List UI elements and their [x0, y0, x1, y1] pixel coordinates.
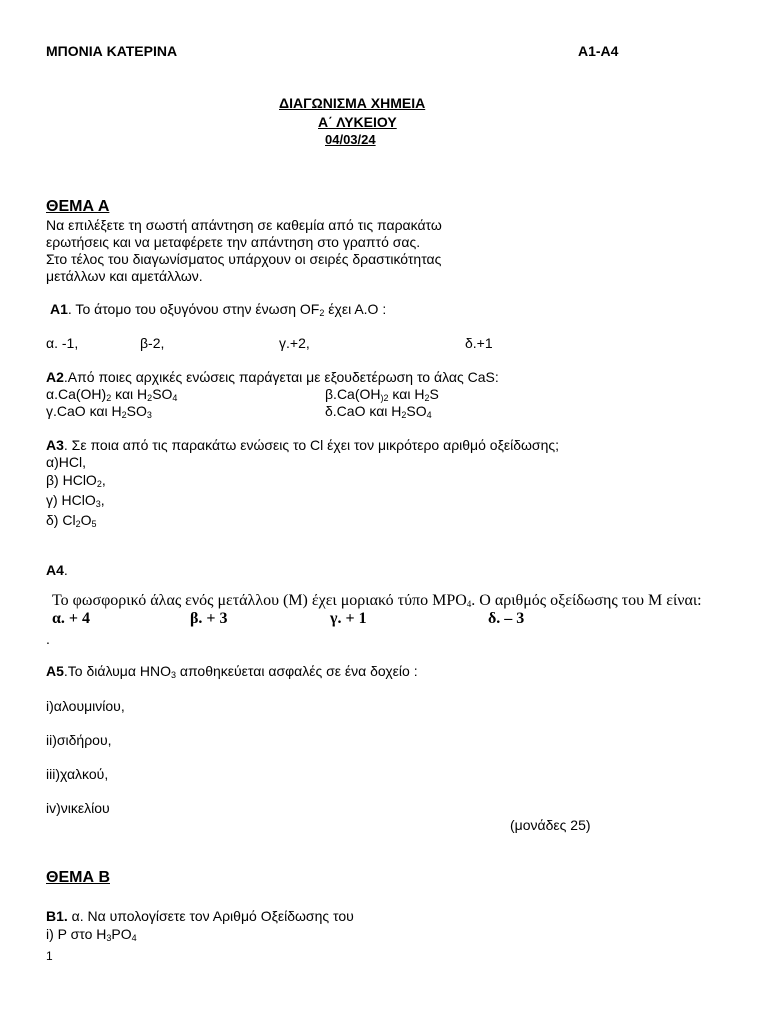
subscript: 4	[131, 933, 137, 943]
a1-option-c: γ.+2,	[279, 335, 310, 351]
a2-option-b	[325, 386, 439, 402]
a1-option-d: δ.+1	[465, 335, 493, 351]
question-label: Α5	[46, 663, 64, 679]
option-text: και H	[111, 386, 148, 402]
a3-option-a: α)HCl,	[46, 454, 86, 470]
subscript: 2	[424, 393, 430, 403]
question-a1	[50, 301, 386, 317]
a4-trailing-dot: .	[46, 631, 50, 647]
question-text: .Το διάλυμα HNO	[63, 663, 171, 679]
a1-option-a: α. -1,	[46, 335, 79, 351]
question-a4	[46, 562, 68, 578]
a2-option-c	[46, 403, 152, 419]
subscript: )2	[380, 393, 389, 403]
theme-a-intro-line: Να επιλέξετε τη σωστή απάντηση σε καθεμία από τις παρακάτω	[46, 217, 442, 233]
option-text: ,	[101, 472, 106, 488]
option-text: δ) Cl	[46, 512, 76, 528]
option-text: S	[429, 386, 439, 402]
question-text: α. Να υπολογίσετε τον Αριθμό Οξείδωσης του	[67, 908, 354, 924]
question-a3	[46, 437, 559, 453]
a5-option-iv: iv)νικελίου	[46, 800, 110, 816]
exam-title: ΔΙΑΓΩΝΙΣΜΑ ΧΗΜΕΙΑ	[279, 95, 426, 111]
question-label: Β1.	[46, 908, 68, 924]
option-text: SO	[126, 403, 147, 419]
a4-scanned-question	[52, 592, 702, 610]
item-text: PO	[111, 926, 132, 942]
question-label: Α4	[46, 562, 64, 578]
a3-option-c	[46, 492, 105, 508]
option-text: α.Ca(OH)	[46, 386, 107, 402]
option-text: δ.CaO και H	[325, 403, 402, 419]
subscript: 4	[466, 599, 472, 609]
question-b1	[46, 908, 354, 924]
question-range: Α1-Α4	[578, 43, 619, 59]
a5-option-i: i)αλουμινίου,	[46, 698, 125, 714]
theme-a-intro-line: ερωτήσεις και να μεταφέρετε την απάντηση στο γραπτό σας.	[46, 234, 421, 250]
question-text: έχει Α.Ο :	[324, 301, 387, 317]
question-dot: .	[63, 562, 68, 578]
question-text: Το φωσφορικό άλας ενός μετάλλου (Μ) έχει μοριακό τύπο ΜΡΟ	[52, 592, 467, 609]
theme-a-intro-line: Στο τέλος του διαγωνίσματος υπάρχουν οι σειρές δραστικότητας	[46, 251, 442, 267]
question-text: αποθηκεύεται ασφαλές σε ένα δοχείο :	[175, 663, 418, 679]
a4-option-b: β. + 3	[190, 610, 228, 627]
option-text: ,	[100, 492, 105, 508]
question-label: Α2	[46, 369, 64, 385]
subscript: 2	[106, 393, 112, 403]
a2-option-a	[46, 386, 177, 402]
a4-option-c: γ. + 1	[330, 610, 367, 627]
subscript: 2	[96, 479, 102, 489]
a4-option-a: α. + 4	[52, 610, 91, 627]
page-number: 1	[46, 949, 53, 963]
question-text: .Από ποιες αρχικές ενώσεις παράγεται με εξουδετέρωση το άλας CaS:	[63, 369, 499, 385]
question-a5	[46, 663, 418, 679]
option-text: β.Ca(OH	[325, 386, 381, 402]
subscript: 4	[172, 393, 178, 403]
subscript: 2	[75, 519, 81, 529]
points-label: (μονάδες 25)	[510, 817, 591, 833]
a5-option-ii: ii)σιδήρου,	[46, 732, 112, 748]
question-label: Α1	[50, 301, 68, 317]
subscript: 3	[106, 933, 112, 943]
question-a2	[46, 369, 499, 385]
a1-option-b: β-2,	[140, 335, 165, 351]
option-text: γ.CaO και H	[46, 403, 122, 419]
theme-a-heading: ΘΕΜΑ Α	[46, 198, 110, 215]
subscript: 3	[170, 670, 176, 680]
exam-date: 04/03/24	[325, 132, 376, 147]
option-text: SO	[152, 386, 173, 402]
subscript: 2	[401, 410, 407, 420]
subscript: 5	[91, 519, 97, 529]
author-name: ΜΠΟΝΙΑ ΚΑΤΕΡΙΝΑ	[46, 43, 178, 59]
subscript: 3	[146, 410, 152, 420]
option-text: O	[80, 512, 92, 528]
theme-a-intro-line: μετάλλων και αμετάλλων.	[46, 268, 203, 284]
option-text: SO	[406, 403, 427, 419]
question-label: Α3	[46, 437, 64, 453]
option-text: και H	[388, 386, 425, 402]
a3-option-b	[46, 472, 106, 488]
subscript: 4	[426, 410, 432, 420]
subscript: 2	[121, 410, 127, 420]
a5-option-iii: iii)χαλκού,	[46, 766, 109, 782]
a2-option-d	[325, 403, 432, 419]
subscript: 2	[147, 393, 153, 403]
a3-option-d	[46, 512, 97, 528]
theme-b-heading: ΘΕΜΑ Β	[46, 869, 110, 886]
a4-option-d: δ. – 3	[488, 610, 525, 627]
subscript: 3	[95, 499, 101, 509]
option-text: β) HClO	[46, 472, 97, 488]
subscript: 2	[319, 308, 325, 318]
exam-class: Α΄ ΛΥΚΕΙΟΥ	[318, 114, 397, 130]
question-text: . Ο αριθμός οξείδωσης του Μ είναι:	[471, 592, 702, 609]
option-text: γ) HClO	[46, 492, 96, 508]
question-text: . Το άτομο του οξυγόνου στην ένωση OF	[67, 301, 320, 317]
b1-item-i	[46, 926, 137, 942]
item-text: i) P στο H	[46, 926, 107, 942]
question-text: . Σε ποια από τις παρακάτω ενώσεις το Cl έχει τον μικρότερο αριθμό οξείδωσης;	[63, 437, 559, 453]
